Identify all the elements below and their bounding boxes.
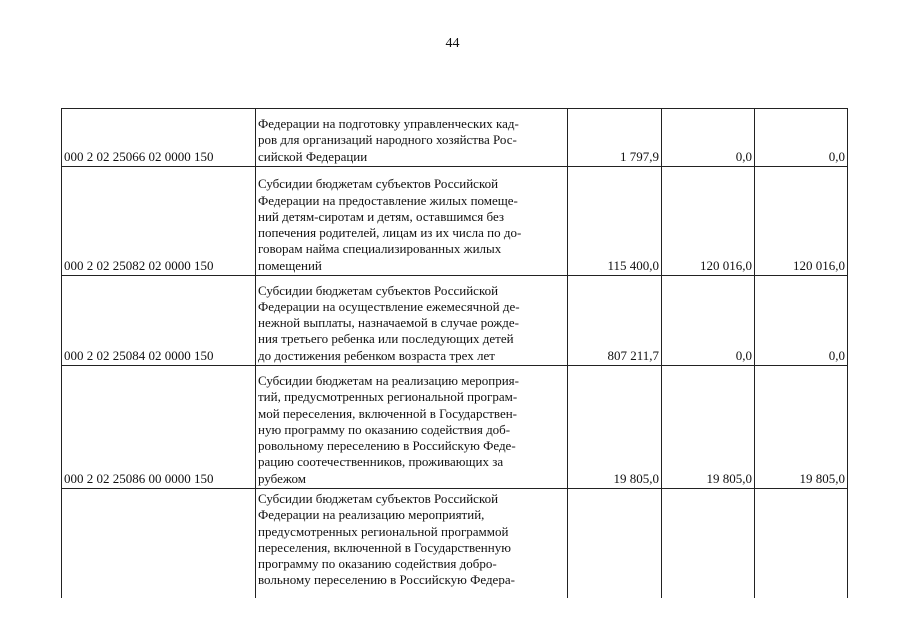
budget-code: 000 2 02 25066 02 0000 150	[62, 109, 256, 167]
amount-year-1	[568, 489, 662, 599]
row-description	[256, 167, 568, 276]
description-line: говорам найма специализированных жилых	[258, 241, 502, 257]
amount-year-1: 1 797,9	[568, 109, 662, 167]
description-line: Субсидии бюджетам субъектов Российской	[258, 176, 499, 192]
description-line: ров для организаций народного хозяйства Рос-	[258, 132, 517, 148]
description-line: попечения родителей, лицам из их числа по до-	[258, 225, 522, 241]
description-line: рубежом	[258, 470, 307, 486]
budget-code: 000 2 02 25082 02 0000 150	[62, 167, 256, 276]
amount-year-3: 19 805,0	[755, 366, 848, 489]
table-row	[62, 109, 848, 167]
amount-year-2: 0,0	[662, 276, 755, 366]
row-description	[256, 366, 568, 489]
description-line: тий, предусмотренных региональной програм-	[258, 389, 518, 405]
description-line: мой переселения, включенной в Государствен-	[258, 405, 518, 421]
table-row	[62, 489, 848, 599]
budget-table	[61, 108, 848, 598]
row-description	[256, 276, 568, 366]
description-line: ний детям-сиротам и детям, оставшимся без	[258, 208, 505, 224]
budget-code	[62, 489, 256, 599]
description-line: переселения, включенной в Государственную	[258, 539, 511, 555]
amount-year-3	[755, 489, 848, 599]
description-line: вольному переселению в Российскую Федера-	[258, 572, 515, 588]
description-line: программу по оказанию содействия добро-	[258, 556, 497, 572]
amount-year-3: 120 016,0	[755, 167, 848, 276]
description-line: сийской Федерации	[258, 148, 368, 164]
amount-year-1: 19 805,0	[568, 366, 662, 489]
description-line: ния третьего ребенка или последующих детей	[258, 331, 514, 347]
budget-code: 000 2 02 25084 02 0000 150	[62, 276, 256, 366]
table-row	[62, 167, 848, 276]
amount-year-2: 0,0	[662, 109, 755, 167]
page-number: 44	[445, 36, 460, 51]
description-line: Субсидии бюджетам на реализацию мероприя-	[258, 372, 519, 388]
description-line: предусмотренных региональной программой	[258, 523, 509, 539]
amount-year-2	[662, 489, 755, 599]
description-line: нежной выплаты, назначаемой в случае рожде-	[258, 315, 519, 331]
row-description	[256, 109, 568, 167]
amount-year-2: 120 016,0	[662, 167, 755, 276]
description-line: ную программу по оказанию содействия доб-	[258, 421, 511, 437]
budget-code: 000 2 02 25086 00 0000 150	[62, 366, 256, 489]
amount-year-2: 19 805,0	[662, 366, 755, 489]
description-line: Субсидии бюджетам субъектов Российской	[258, 282, 499, 298]
amount-year-1: 807 211,7	[568, 276, 662, 366]
description-line: Федерации на подготовку управленческих кад-	[258, 116, 519, 132]
description-line: ровольному переселению в Российскую Феде-	[258, 438, 516, 454]
amount-year-3: 0,0	[755, 276, 848, 366]
amount-year-1: 115 400,0	[568, 167, 662, 276]
table-row	[62, 276, 848, 366]
description-line: Федерации на предоставление жилых помеще-	[258, 192, 518, 208]
description-line: Федерации на осуществление ежемесячной де-	[258, 298, 520, 314]
description-line: рацию соотечественников, проживающих за	[258, 454, 504, 470]
amount-year-3: 0,0	[755, 109, 848, 167]
description-line: Федерации на реализацию мероприятий,	[258, 507, 485, 523]
description-line: помещений	[258, 257, 322, 273]
row-description	[256, 489, 568, 599]
table-row	[62, 366, 848, 489]
description-line: до достижения ребенком возраста трех лет	[258, 347, 495, 363]
description-line: Субсидии бюджетам субъектов Российской	[258, 491, 499, 506]
